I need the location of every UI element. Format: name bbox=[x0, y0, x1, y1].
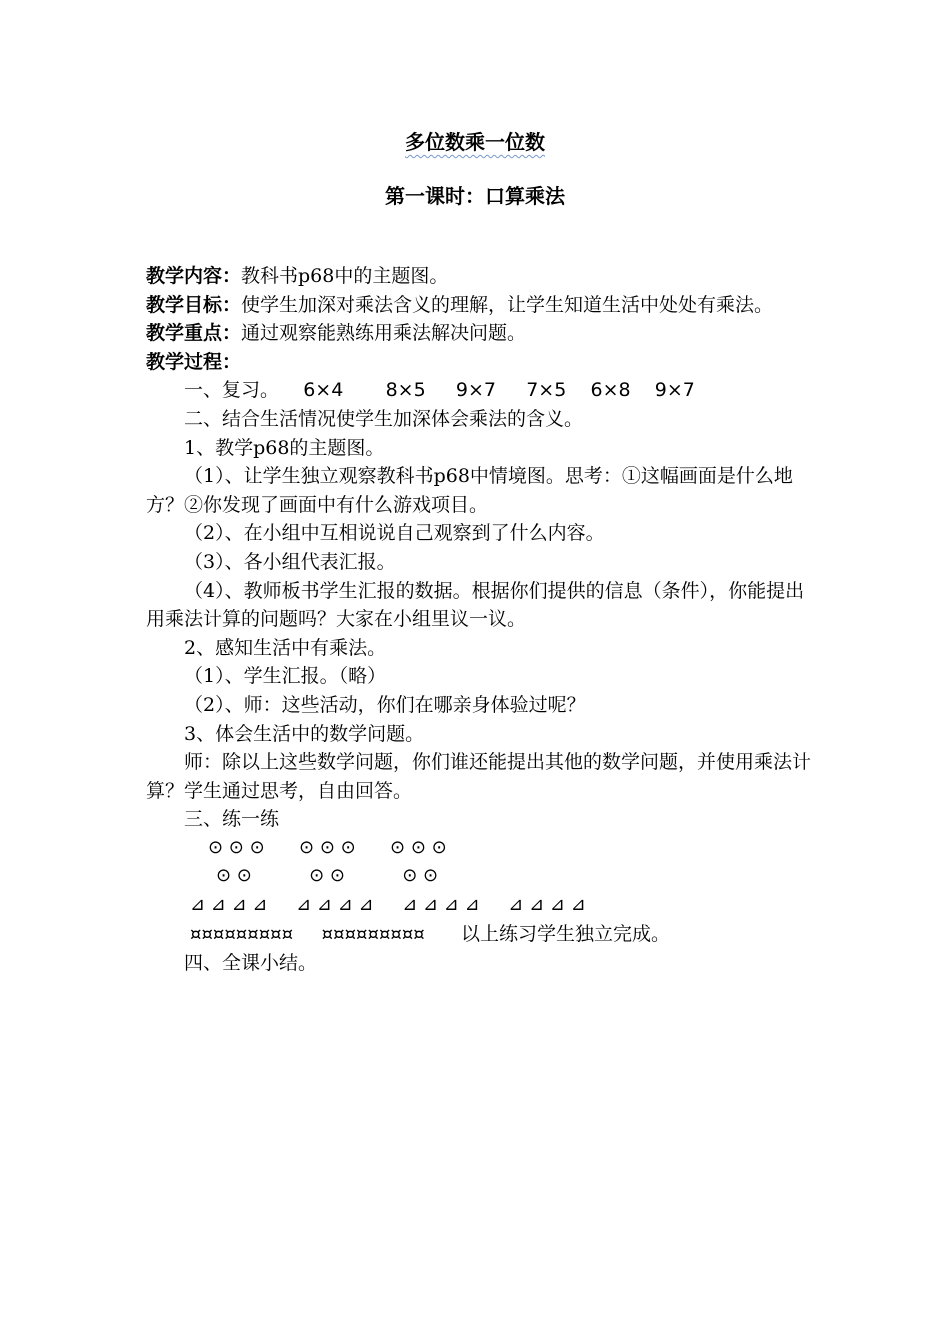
part3-line: 三、练一练 bbox=[184, 808, 280, 831]
step1-line: 1、教学p68的主题图。 bbox=[184, 436, 385, 459]
page-subtitle: 第一课时：口算乘法 bbox=[385, 184, 565, 208]
part2-line: 二、结合生活情况使学生加深体会乘法的含义。 bbox=[184, 407, 584, 430]
step2-1-line: （1）、学生汇报。（略） bbox=[184, 665, 387, 688]
focus-line: 教学重点：通过观察能熟练用乘法解决问题。 bbox=[146, 322, 527, 345]
content-line: 教学内容：教科书p68中的主题图。 bbox=[146, 265, 449, 287]
review-item: 9×7 bbox=[654, 379, 695, 402]
review-item: 9×7 bbox=[455, 379, 496, 402]
step2-2-line: （2）、师：这些活动，你们在哪亲身体验过呢？ bbox=[184, 693, 586, 716]
dots-row-1: ⊙ ⊙ ⊙ ⊙ ⊙ ⊙ ⊙ ⊙ ⊙ bbox=[208, 836, 447, 858]
process-heading: 教学过程： bbox=[146, 350, 242, 373]
dots-row-2: ⊙ ⊙ ⊙ ⊙ ⊙ ⊙ bbox=[216, 865, 439, 887]
boxes-row: ¤¤¤¤¤¤¤¤¤ ¤¤¤¤¤¤¤¤¤ bbox=[190, 923, 425, 945]
triangles-row: ⊿ ⊿ ⊿ ⊿ ⊿ ⊿ ⊿ ⊿ ⊿ ⊿ ⊿ ⊿ ⊿ ⊿ ⊿ ⊿ bbox=[190, 894, 586, 916]
step2-line: 2、感知生活中有乘法。 bbox=[184, 636, 387, 659]
page-title: 多位数乘一位数 bbox=[405, 130, 545, 154]
review-item: 6×4 bbox=[303, 379, 344, 402]
step1-3-line: （3）、各小组代表汇报。 bbox=[184, 550, 396, 573]
practice-note: 以上练习学生独立完成。 bbox=[461, 922, 671, 945]
step1-2-line: （2）、在小组中互相说说自己观察到了什么内容。 bbox=[184, 522, 605, 545]
step3-line: 3、体会生活中的数学问题。 bbox=[184, 722, 425, 745]
boxes-line bbox=[146, 920, 811, 950]
goal-line: 教学目标：使学生加深对乘法含义的理解，让学生知道生活中处处有乘法。 bbox=[146, 293, 774, 316]
step1-1-line: （1）、让学生独立观察教科书p68中情境图。思考：①这幅画面是什么地方？②你发现了画面中有什么游戏项目。 bbox=[146, 465, 793, 516]
step3-text: 师：除以上这些数学问题，你们谁还能提出其他的数学问题，并使用乘法计算？学生通过思考，自由回答。 bbox=[146, 751, 812, 802]
review-item: 8×5 bbox=[385, 379, 426, 402]
review-item: 6×8 bbox=[590, 379, 631, 402]
step1-4-line: （4）、教师板书学生汇报的数据。根据你们提供的信息（条件），你能提出用乘法计算的问题吗？大家在小组里议一议。 bbox=[146, 579, 805, 631]
document-body bbox=[146, 262, 811, 978]
review-item: 7×5 bbox=[526, 379, 567, 402]
part4-line: 四、全课小结。 bbox=[184, 952, 318, 975]
review-line: 一、复习。 6×4 8×5 9×7 7×5 6×8 9×7 bbox=[184, 379, 695, 402]
